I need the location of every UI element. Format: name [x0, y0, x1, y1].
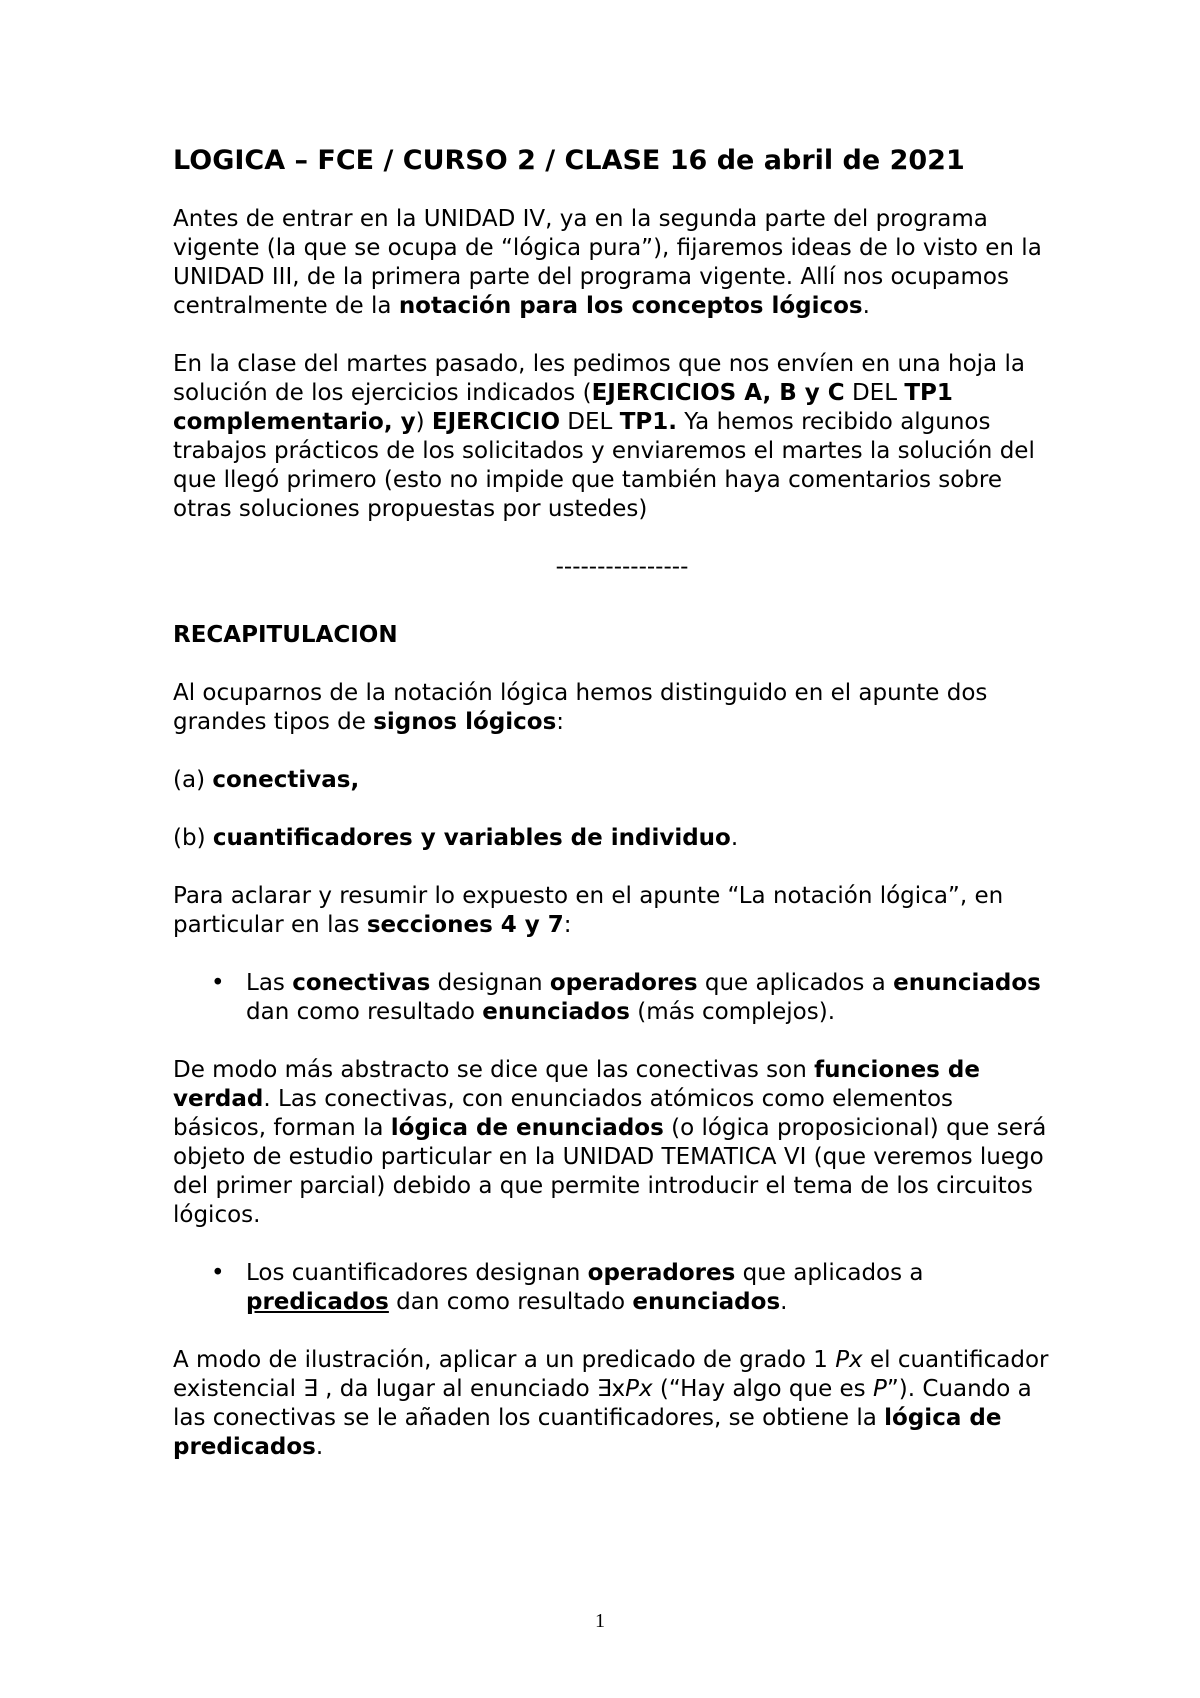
section-heading: RECAPITULACION: [173, 622, 398, 648]
italic-run: P: [872, 1376, 887, 1402]
text-run: En la clase del martes pasado, les pedimos que nos envíen en una hoja la solución de los ejercicios indicados (: [173, 351, 1025, 406]
text-run: :: [563, 912, 572, 938]
italic-run: Px: [625, 1376, 653, 1402]
text-run: :: [556, 709, 565, 735]
bullet-icon: •: [211, 1260, 225, 1286]
text-run: (o lógica proposicional) que será objeto de estudio particular en la UNIDAD TEMATICA VI (que veremos luego del primer parcial) debido a que permite introducir el tema de los circuitos lógicos.: [173, 1115, 1047, 1228]
bold-run: enunciados: [893, 970, 1041, 996]
bold-run: notación para los conceptos lógicos: [398, 293, 863, 319]
bold-run: EJERCICIO: [431, 409, 560, 435]
bold-run: lógica de enunciados: [390, 1115, 664, 1141]
document-title: LOGICA – FCE / CURSO 2 / CLASE 16 de abril de 2021: [173, 145, 965, 176]
truth-functions-paragraph: [173, 1056, 1053, 1230]
text-run: Para aclarar y resumir lo expuesto en el apunte “La notación lógica”, en particular en las: [173, 883, 1004, 938]
text-run: ”). Cuando a las conectivas se le añaden los cuantificadores, se obtiene la: [173, 1376, 1032, 1431]
text-run: .: [315, 1434, 324, 1460]
bullet-list-connectives: [173, 969, 1053, 1027]
bold-run: secciones 4 y 7: [366, 912, 564, 938]
text-run: .: [862, 293, 870, 319]
signs-paragraph: [173, 679, 1053, 737]
text-run: .: [730, 825, 739, 851]
text-run: Al ocuparnos de la notación lógica hemos distinguido en el apunte dos grandes tipos de: [173, 680, 988, 735]
text-run: Ya hemos recibido algunos trabajos prácticos de los solicitados y enviaremos el martes la solución del que llegó primero (esto no impide que también haya comentarios sobre otras soluciones propuestas por ustedes): [173, 409, 1035, 522]
text-run: (más complejos).: [629, 999, 836, 1025]
item-a: [173, 766, 1053, 795]
text-run: Antes de entrar en la UNIDAD IV, ya en la segunda parte del programa vigente (la que se ocupa de “lógica pura”), fijaremos ideas de lo visto en la UNIDAD III, de la primera parte del programa vigente. Allí nos ocupamos centralmente de la: [173, 206, 1042, 319]
text-run: dan como resultado: [388, 1289, 633, 1315]
bold-run: conectivas: [292, 970, 431, 996]
text-run: Los cuantificadores designan: [246, 1260, 588, 1286]
summary-paragraph: [173, 882, 1053, 940]
bullet-icon: •: [211, 970, 225, 996]
text-run: DEL: [560, 409, 620, 435]
text-run: dan como resultado: [246, 999, 483, 1025]
text-run: que aplicados a: [697, 970, 894, 996]
bold-run: operadores: [549, 970, 698, 996]
bold-run: lógica de predicados: [173, 1405, 1002, 1460]
text-run: De modo más abstracto se dice que las conectivas son: [173, 1057, 815, 1083]
bold-run: signos lógicos: [373, 709, 557, 735]
text-run: .: [780, 1289, 788, 1315]
text-run: Las: [246, 970, 293, 996]
text-run: . Las conectivas, con enunciados atómicos como elementos básicos, forman la: [173, 1086, 953, 1141]
bold-run: EJERCICIOS A, B y C: [591, 380, 845, 406]
text-run: designan: [430, 970, 550, 996]
page-number: 1: [595, 1610, 605, 1632]
document-body: [173, 144, 1053, 1491]
text-run: DEL: [844, 380, 905, 406]
text-run: que aplicados a: [735, 1260, 924, 1286]
list-item: [173, 1259, 1053, 1317]
bold-run: TP1.: [619, 409, 677, 435]
text-run: ): [415, 409, 432, 435]
bullet-list-quantifiers: [173, 1259, 1053, 1317]
bold-run: enunciados: [632, 1289, 781, 1315]
bold-run: operadores: [587, 1260, 736, 1286]
bold-run: funciones de verdad: [173, 1057, 980, 1112]
bold-underlined-run: predicados: [246, 1289, 389, 1315]
text-run: (“Hay algo que es: [652, 1376, 873, 1402]
bold-run: conectivas,: [212, 767, 360, 793]
intro-paragraph: [173, 205, 1053, 321]
text-run: A modo de ilustración, aplicar a un predicado de grado 1: [173, 1347, 836, 1373]
illustration-paragraph: [173, 1346, 1053, 1462]
text-run: el cuantificador existencial ∃ , da lugar al enunciado ∃x: [173, 1347, 1049, 1402]
text-run: (b): [173, 825, 213, 851]
bold-run: enunciados: [482, 999, 630, 1025]
bold-run: TP1 complementario, y: [173, 380, 953, 435]
item-b: [173, 824, 1053, 853]
section-separator: ----------------: [555, 554, 689, 580]
text-run: (a): [173, 767, 213, 793]
italic-run: Px: [835, 1347, 863, 1373]
bold-run: cuantificadores y variables de individuo: [212, 825, 731, 851]
list-item: [173, 969, 1053, 1027]
exercises-paragraph: [173, 350, 1053, 524]
